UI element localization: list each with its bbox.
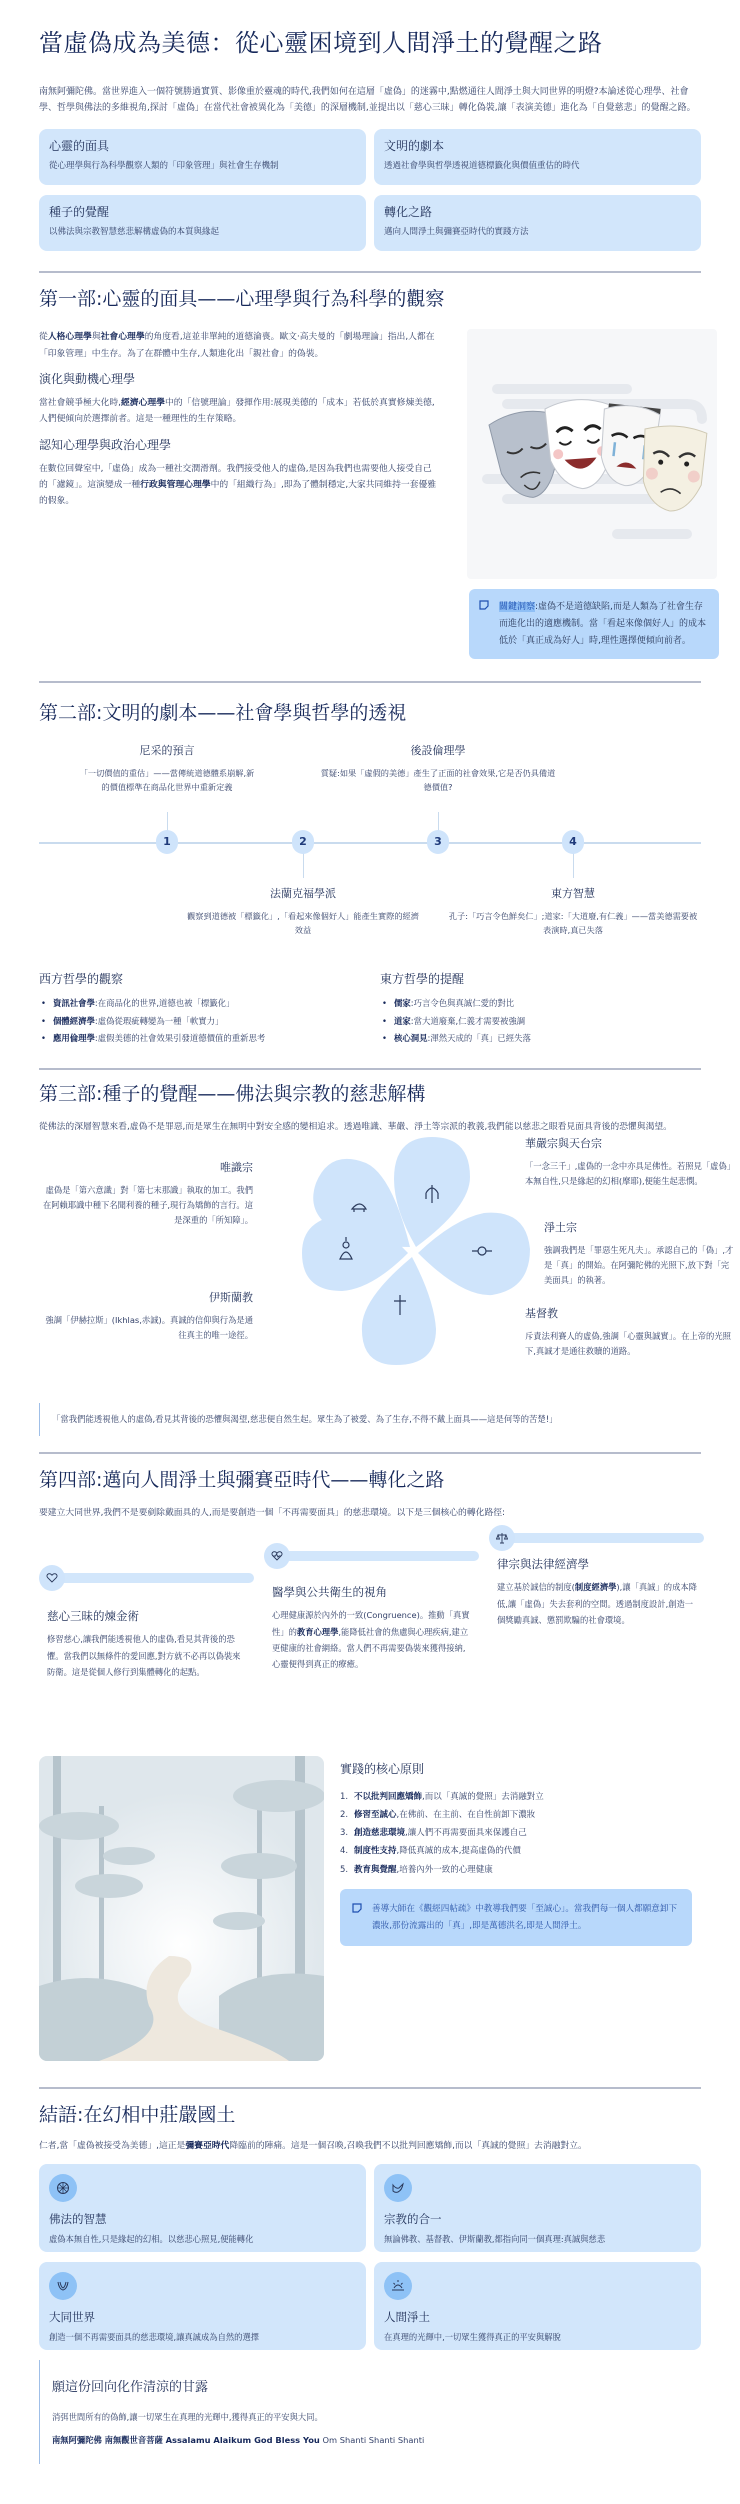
compassion-quote: 「當我們能透視他人的虛偽,看見其背後的恐懼與渴望,慈悲便自然生起。眾生為了被愛、為了生存,不得不戴上面具——這是何等的苦楚!」 [39,1403,701,1436]
part1-paragraph: 當社會競爭極大化時,經濟心理學中的「信號理論」發揮作用:展現美德的「成本」若低於真實修煉美德,人們便傾向於選擇前者。這是一種理性的生存策略。 [39,398,435,425]
part4-heading: 第四部:邁向人間淨土與彌賽亞時代——轉化之路 [39,1469,445,1492]
card-desc: 從心理學與行為科學觀察人類的「印象管理」與社會生存機制 [49,160,279,171]
timeline-stem [438,812,439,832]
conclusion-cards [39,2164,701,2350]
eastern-philosophy [380,970,701,1048]
school-title: 基督教 [525,1307,558,1321]
school-desc: 虛偽是「第六意識」對「第七末那識」執取的加工。我們在阿賴耶識中種下名聞利養的種子,現行為矯飾的言行。這是深重的「所知障」。 [42,1184,253,1226]
scales-icon [489,1525,515,1551]
blessing-line: 南無阿彌陀佛 南無觀世音菩薩 Assalamu Alaikum God Bless You Om Shanti Shanti Shanti [52,2435,425,2446]
heartbeat-icon [264,1543,290,1569]
section-divider [39,2087,701,2089]
insight-text: :虛偽不是道德缺陷,而是人類為了社會生存而進化出的適應機制。當「看起來像個好人」的成本低於「真正成為好人」時,理性選擇便傾向前者。 [499,602,707,646]
card-title: 佛法的智慧 [49,2212,107,2227]
card-desc: 創造一個不再需要面具的慈悲環境,讓真誠成為自然的選擇 [49,2331,260,2342]
transformation-paths [39,1531,701,1746]
timeline-title: 尼采的預言 [139,743,195,757]
school-title: 伊斯蘭教 [209,1291,253,1305]
school-islam [39,1289,253,1343]
open-hands-icon [49,2272,77,2300]
timeline-node-3: 3 [427,830,449,854]
overview-cards [39,129,701,251]
key-insight-callout [469,589,719,659]
dedication-block [39,2360,701,2463]
intro-paragraph: 南無阿彌陀佛。當世界進入一個符號勝過實質、影像重於靈魂的時代,我們如何在這層「虛偽」的迷霧中,點燃通往人間淨土與大同世界的明燈?本論述從心理學、社會學、哲學與佛法的多維視角,探討「虛偽」在當代社會被異化為「美德」的深層機制,並提出以「慈心三昧」轉化偽裝,讓「表演美德」進化為「自覺慈悲」的覺醒之路。 [39,87,696,113]
note-icon [479,600,489,617]
path-title: 慈心三昧的煉金術 [47,1609,139,1624]
path-desc: 修習慈心,讓我們能透視他人的虛偽,看見其背後的恐懼。當我們以無條件的愛回應,對方就不必再以偽裝來防衛。這是從個人修行到集體轉化的起點。 [47,1634,241,1677]
part1-aside [459,329,719,659]
school-desc: 強調「伊赫拉斯」(Ikhlas,赤誠)。真誠的信仰與行為是通往真主的唯一途徑。 [45,1314,253,1340]
list-item: • 儒家:巧言令色與真誠仁愛的對比 [380,995,701,1013]
section-divider [39,271,701,273]
west-list [39,995,360,1048]
list-item: 5. 教育與覺醒,培養內外一致的心理健康 [340,1864,493,1875]
dedication-title: 願這份回向化作清涼的甘露 [52,2380,209,2396]
card-desc: 無論佛教、基督教、伊斯蘭教,都指向同一個真理:真誠與慈悲 [384,2233,606,2244]
part1-content [39,329,707,659]
timeline-desc: 孔子:「巧言令色鮮矣仁」;道家:「大道廢,有仁義」——當美德需要被表演時,真已失落 [448,910,698,936]
section-divider [39,681,701,683]
timeline-node-4: 4 [562,830,584,854]
dove-icon [384,2174,412,2202]
timeline-node-2: 2 [292,830,314,854]
list-item: • 核心洞見:渾然天成的「真」已經失落 [380,1030,701,1048]
section-divider [39,1452,701,1454]
card-religious-unity [374,2164,701,2252]
timeline-title: 後設倫理學 [410,743,466,757]
school-weishi [39,1159,253,1229]
west-title: 西方哲學的觀察 [39,971,124,986]
list-item: • 道家:當大道廢棄,仁義才需要被強調 [380,1013,701,1031]
timeline-title: 法蘭克福學派 [270,886,336,900]
school-christianity [525,1305,737,1359]
western-philosophy [39,970,360,1048]
subheading-cognitive: 認知心理學與政治心理學 [39,437,172,452]
path-title: 醫學與公共衛生的視角 [272,1585,387,1600]
timeline-item-frankfurt [183,885,423,938]
list-item: 2. 修習至誠心,在佛前、在主前、在自性前卸下濃妝 [340,1809,536,1820]
part3-intro: 從佛法的深層智慧來看,虛偽不是罪惡,而是眾生在無明中對安全感的變相追求。透過唯識、華嚴、淨土等宗派的教義,我們能以慈悲之眼看見面具背後的恐懼與渴望。 [39,1121,672,1132]
list-item: 3. 創造慈悲環境,讓人們不再需要面具來保護自己 [340,1828,527,1839]
school-title: 華嚴宗與天台宗 [525,1137,602,1151]
school-desc: 斥責法利賽人的虛偽,強調「心靈與誠實」。在上帝的光照下,真誠才是通往救贖的道路。 [525,1330,731,1356]
sunrise-icon [384,2272,412,2300]
card-pure-land [374,2262,701,2350]
list-item: • 個體經濟學:虛偽從瑕疵轉變為一種「軟實力」 [39,1013,360,1031]
timeline-stem [303,852,304,878]
list-item: • 資訊社會學:在商品化的世界,道德也被「標籤化」 [39,995,360,1013]
shandao-callout [340,1889,692,1947]
overview-card-transformation [374,195,701,251]
part1-heading: 第一部:心靈的面具——心理學與行為科學的觀察 [39,287,445,310]
misty-forest-path-illustration [39,1756,324,2061]
list-item: • 應用倫理學:虛假美德的社會效果引發道德價值的重新思考 [39,1030,360,1048]
list-item: 4. 制度性支持,降低真誠的成本,提高虛偽的代價 [340,1846,521,1857]
heart-icon [39,1565,65,1591]
timeline-item-eastern-wisdom [448,885,698,938]
part3-heading: 第三部:種子的覺醒——佛法與宗教的慈悲解構 [39,1083,426,1106]
part4-intro: 要建立大同世界,我們不是要剷除戴面具的人,而是要創造一個「不再需要面具」的慈悲環境。以下是三個核心的轉化路徑: [39,1508,505,1519]
school-desc: 強調我們是「罪惡生死凡夫」。承認自己的「偽」,才是「真」的開始。在阿彌陀佛的光照下,放下對「完美面具」的執著。 [544,1244,734,1286]
philosophy-timeline [39,742,701,952]
part1-text [39,329,439,659]
dedication-text: 消弭世間所有的偽飾,讓一切眾生在真理的光輝中,獲得真正的平安與大同。 [52,2412,323,2423]
card-desc: 以佛法與宗教智慧慈悲解構虛偽的本質與緣起 [49,226,220,237]
card-title: 轉化之路 [384,204,433,219]
religions-diagram [39,1137,734,1395]
card-title: 宗教的合一 [384,2212,442,2227]
path-bar [264,1551,479,1561]
subheading-evolution: 演化與動機心理學 [39,371,136,386]
insight-label: 關鍵洞察 [499,602,536,613]
five-petal-flower [294,1129,534,1369]
masks-illustration [467,329,717,579]
card-title: 文明的劇本 [384,138,445,153]
section-divider [39,1068,701,1070]
timeline-stem [167,812,168,832]
east-title: 東方哲學的提醒 [380,971,465,986]
card-title: 人間淨土 [384,2310,430,2325]
timeline-item-metaethics [318,742,558,795]
east-list [380,995,701,1048]
school-title: 淨土宗 [544,1221,577,1235]
school-huayan-tiantai [525,1135,735,1189]
part1-paragraph: 在數位回聲室中,「虛偽」成為一種社交潤滑劑。我們接受他人的虛偽,是因為我們也需要他人接受自己的「濾鏡」。這演變成一種行政與管理心理學中的「組織行為」,即為了體制穩定,大家共同維持一套優雅的假象。 [39,463,437,507]
dharma-wheel-icon [49,2174,77,2202]
card-desc: 虛偽本無自性,只是緣起的幻相。以慈悲心照見,便能轉化 [49,2233,254,2244]
page-title: 當虛偽成為美德：從心靈困境到人間淨土的覺醒之路 [39,29,603,57]
callout-text: 善導大師在《觀經四帖疏》中教導我們要「至誠心」。當我們每一個人都願意卸下濃妝,那份流露出的「真」,即是萬德洪名,即是人間淨土。 [372,1903,678,1931]
card-desc: 透過社會學與哲學透視道德標籤化與價值重估的時代 [384,160,580,171]
card-title: 心靈的面具 [49,138,110,153]
card-title: 大同世界 [49,2310,95,2325]
part1-paragraph: 從人格心理學與社會心理學的角度看,這並非單純的道德淪喪。歐文·高夫曼的「劇場理論」指出,人都在「印象管理」中生存。為了在群體中生存,人類進化出「親社會」的偽裝。 [39,332,435,359]
timeline-stem [573,852,574,878]
card-desc: 邁向人間淨土與彌賽亞時代的實踐方法 [384,226,529,237]
school-title: 唯識宗 [220,1161,253,1175]
school-desc: 「一念三千」,虛偽的一念中亦具足佛性。若照見「虛偽」本無自性,只是緣起的幻相(摩耶),便能生起悲憫。 [525,1160,731,1186]
philosophy-columns [39,970,701,1048]
card-great-unity [39,2262,366,2350]
timeline-axis [39,842,701,844]
overview-card-mind-mask [39,129,366,185]
card-title: 種子的覺醒 [49,204,110,219]
practice-block [39,1756,701,2061]
core-principles [340,1756,692,2061]
school-pureland [544,1219,736,1289]
conclusion-intro: 仁者,當「虛偽被接受為美德」,這正是彌賽亞時代降臨前的陣痛。這是一個召喚,召喚我們不以批判回應矯飾,而以「真誠的覺照」去消融對立。 [39,2141,587,2152]
timeline-item-nietzsche [77,742,257,795]
path-desc: 建立基於誠信的制度(制度經濟學),讓「真誠」的成本降低,讓「虛偽」失去套利的空間。透過制度設計,創造一個獎勵真誠、懲罰欺騙的社會環境。 [497,1582,697,1625]
part2-heading: 第二部:文明的劇本——社會學與哲學的透視 [39,702,407,725]
timeline-title: 東方智慧 [551,886,595,900]
conclusion-heading: 結語:在幻相中莊嚴國土 [39,2104,236,2127]
principles-list [340,1788,692,1879]
path-bar [39,1573,254,1583]
timeline-desc: 「一切價值的重估」——當傳統道德體系崩解,新的價值標準在商品化世界中重新定義 [79,767,255,793]
overview-card-civilization-script [374,129,701,185]
timeline-desc: 質疑:如果「虛假的美德」產生了正面的社會效果,它是否仍具備道德價值? [320,767,556,793]
note-icon [352,1903,362,1920]
card-buddhist-wisdom [39,2164,366,2252]
overview-card-seed-awakening [39,195,366,251]
path-title: 律宗與法律經濟學 [497,1557,589,1572]
timeline-node-1: 1 [156,830,178,854]
path-desc: 心理健康源於內外的一致(Congruence)。推動「真實性」的教育心理學,能降低社會的焦慮與心理疾病,建立更健康的社會網絡。當人們不再需要偽裝來獲得接納,心靈便得到真正的療癒。 [272,1610,470,1669]
path-bar [489,1533,704,1543]
card-desc: 在真理的光輝中,一切眾生獲得真正的平安與解脫 [384,2331,561,2342]
timeline-desc: 觀察到道德被「標籤化」,「看起來像個好人」能產生實際的經濟效益 [187,910,419,936]
list-item: 1. 不以批判回應矯飾,而以「真誠的覺照」去消融對立 [340,1791,544,1802]
principles-title: 實踐的核心原則 [340,1762,425,1777]
